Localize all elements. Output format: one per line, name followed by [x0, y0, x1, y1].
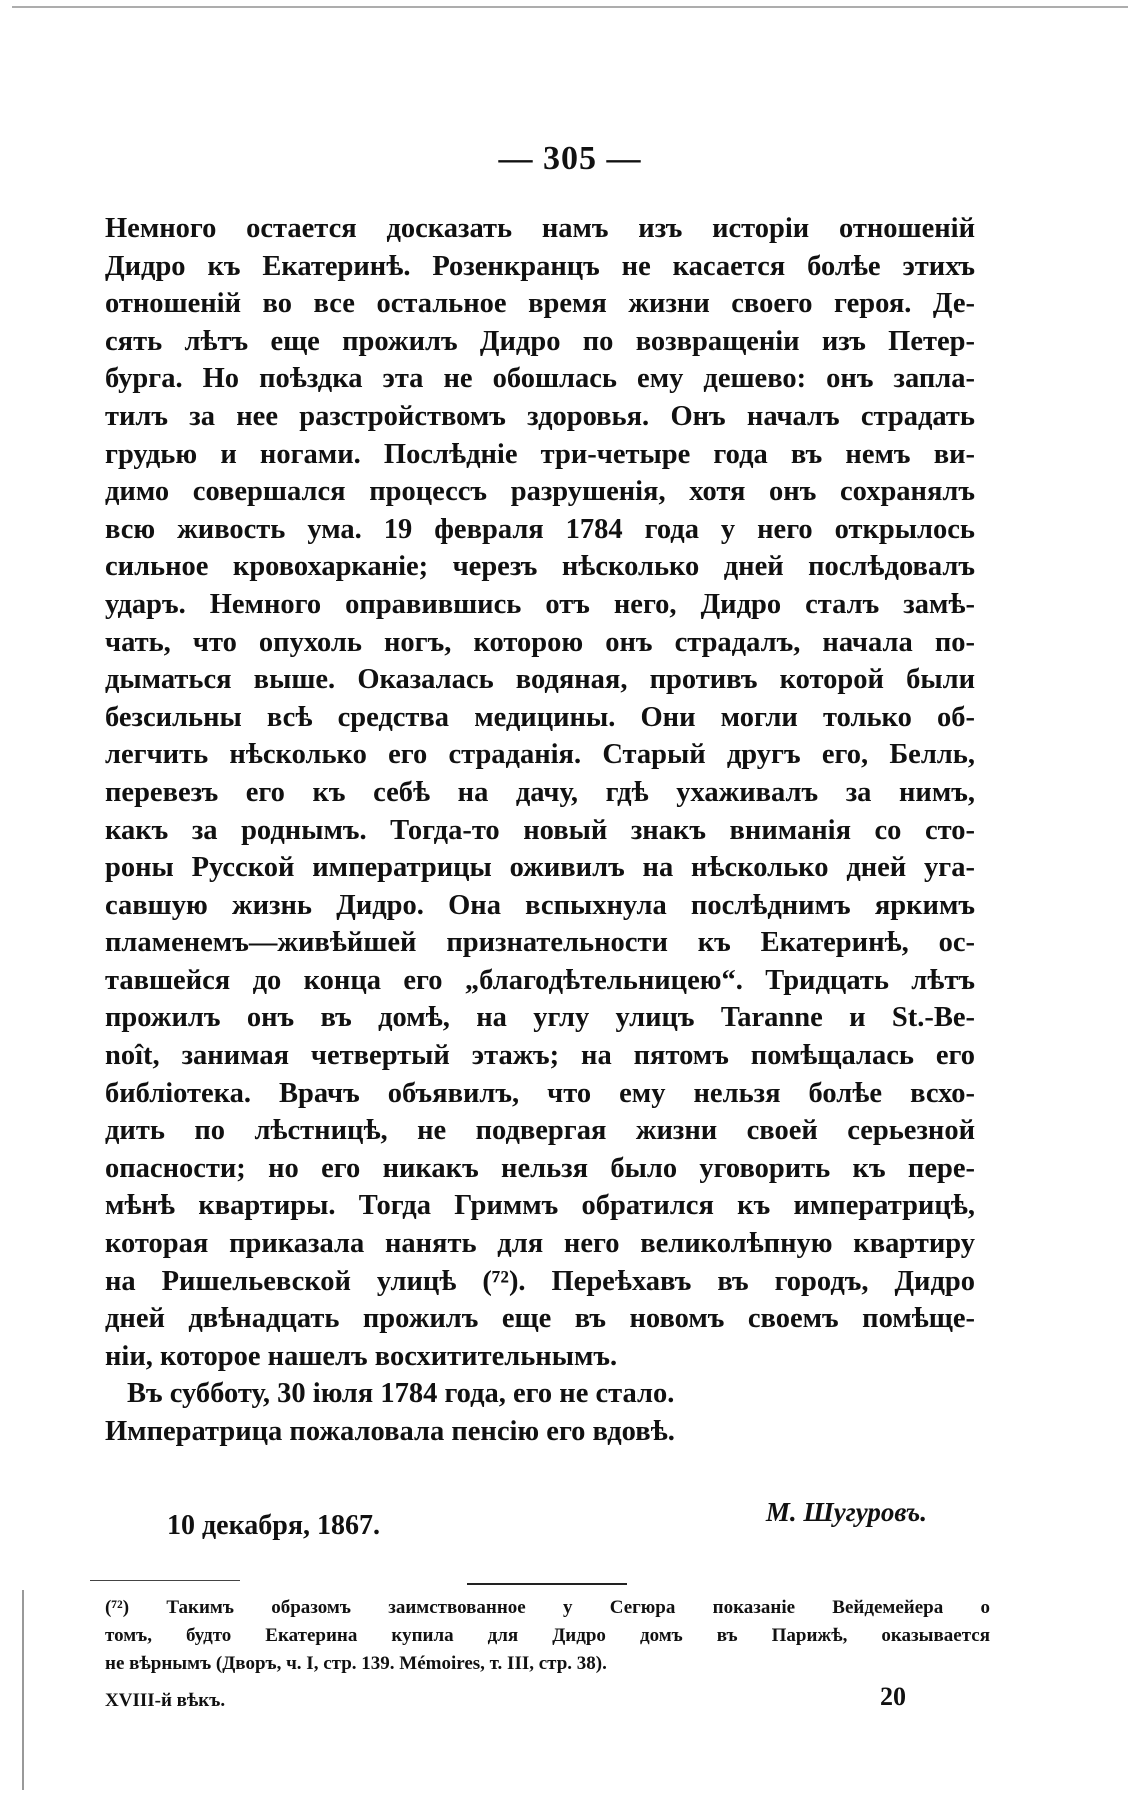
text-line: ніи, которое нашелъ восхитительнымъ. — [105, 1340, 618, 1372]
text-line: дить по лѣстницѣ, не подвергая жизни своей серьезной — [105, 1115, 975, 1147]
footnote-line: томъ, будто Екатерина купила для Дидро домъ въ Парижѣ, оказывается — [105, 1625, 990, 1646]
text-line: отношеній во все остальное время жизни своего героя. Де- — [105, 288, 975, 320]
signature-mark: XVIII-й вѣкъ. — [105, 1690, 226, 1711]
text-line: всю живость ума. 19 февраля 1784 года у него открылось — [105, 513, 975, 545]
text-line: тилъ за нее разстройствомъ здоровья. Онъ началъ страдать — [105, 400, 975, 432]
text-line: дыматься выше. Оказалась водяная, противъ которой были — [105, 664, 975, 696]
text-line: прожилъ онъ въ домѣ, на углу улицъ Taranne и St.-Be- — [105, 1002, 975, 1034]
page-number: — 305 — — [498, 140, 642, 177]
text-line: пламенемъ—живѣйшей признательности къ Екатеринѣ, ос- — [105, 927, 975, 959]
text-line: библіотека. Врачъ объявилъ, что ему нельзя болѣе всхо- — [105, 1077, 975, 1109]
text-line: какъ за роднымъ. Тогда-то новый знакъ вниманія со сто- — [105, 814, 975, 846]
text-line: грудью и ногами. Послѣдніе три-четыре года въ немъ ви- — [105, 438, 975, 470]
date-line: 10 декабря, 1867. — [167, 1510, 381, 1541]
scan-edge-top — [12, 6, 1128, 8]
text-line: димо совершался процессъ разрушенія, хотя онъ сохранялъ — [105, 476, 975, 508]
footnote — [105, 1594, 990, 1678]
text-line: чать, что опухоль ногъ, которою онъ страдалъ, начала по- — [105, 626, 975, 658]
text-line: мѣнѣ квартиры. Тогда Гриммъ обратился къ императрицѣ, — [105, 1190, 975, 1222]
main-text — [105, 210, 975, 1451]
text-line: савшую жизнь Дидро. Она вспыхнула послѣднимъ яркимъ — [105, 889, 975, 921]
text-line: на Ришельевской улицѣ (⁷²). Переѣхавъ въ городъ, Дидро — [105, 1265, 975, 1297]
text-line: сильное кровохарканіе; черезъ нѣсколько дней послѣдовалъ — [105, 551, 975, 583]
footnote-separator — [467, 1583, 627, 1585]
footnote-left-rule — [90, 1580, 240, 1581]
author-signature: М. Шугуровъ. — [765, 1497, 927, 1527]
text-line: сять лѣтъ еще прожилъ Дидро по возвращеніи изъ Петер- — [105, 325, 975, 357]
closing-line: Въ субботу, 30 іюля 1784 года, его не стало. — [127, 1378, 675, 1410]
text-line: легчить нѣсколько его страданія. Старый другъ его, Белль, — [105, 739, 975, 771]
text-line: тавшейся до конца его „благодѣтельницею“. Тридцать лѣтъ — [105, 964, 975, 996]
footnote-line: (⁷²) Такимъ образомъ заимствованное у Сегюра показаніе Вейдемейера о — [105, 1597, 990, 1618]
text-line: перевезъ его къ себѣ на дачу, гдѣ ухаживалъ за нимъ, — [105, 776, 975, 808]
sheet-number: 20 — [880, 1682, 906, 1711]
text-line: которая приказала нанять для него великолѣпную квартиру — [105, 1228, 975, 1260]
text-line: Дидро къ Екатеринѣ. Розенкранцъ не касается болѣе этихъ — [105, 250, 975, 282]
text-line: ударъ. Немного оправившись отъ него, Дидро сталъ замѣ- — [105, 588, 975, 620]
text-line: дней двѣнадцать прожилъ еще въ новомъ своемъ помѣще- — [105, 1303, 975, 1335]
text-line: Немного остается досказать намъ изъ исторіи отношеній — [105, 213, 975, 244]
closing-line: Императрица пожаловала пенсію его вдовѣ. — [105, 1416, 675, 1447]
text-line: опасности; но его никакъ нельзя было уговорить къ пере- — [105, 1152, 975, 1184]
scan-edge-left — [22, 1590, 24, 1790]
text-line: роны Русской императрицы оживилъ на нѣсколько дней уга- — [105, 852, 975, 884]
text-line: бурга. Но поѣздка эта не обошлась ему дешево: онъ запла- — [105, 363, 975, 395]
footnote-line: не вѣрнымъ (Дворъ, ч. I, стр. 139. Mémoires, т. III, стр. 38). — [105, 1653, 607, 1674]
text-line: noît, занимая четвертый этажъ; на пятомъ помѣщалась его — [105, 1040, 975, 1072]
text-line: безсильны всѣ средства медицины. Они могли только об- — [105, 701, 975, 733]
